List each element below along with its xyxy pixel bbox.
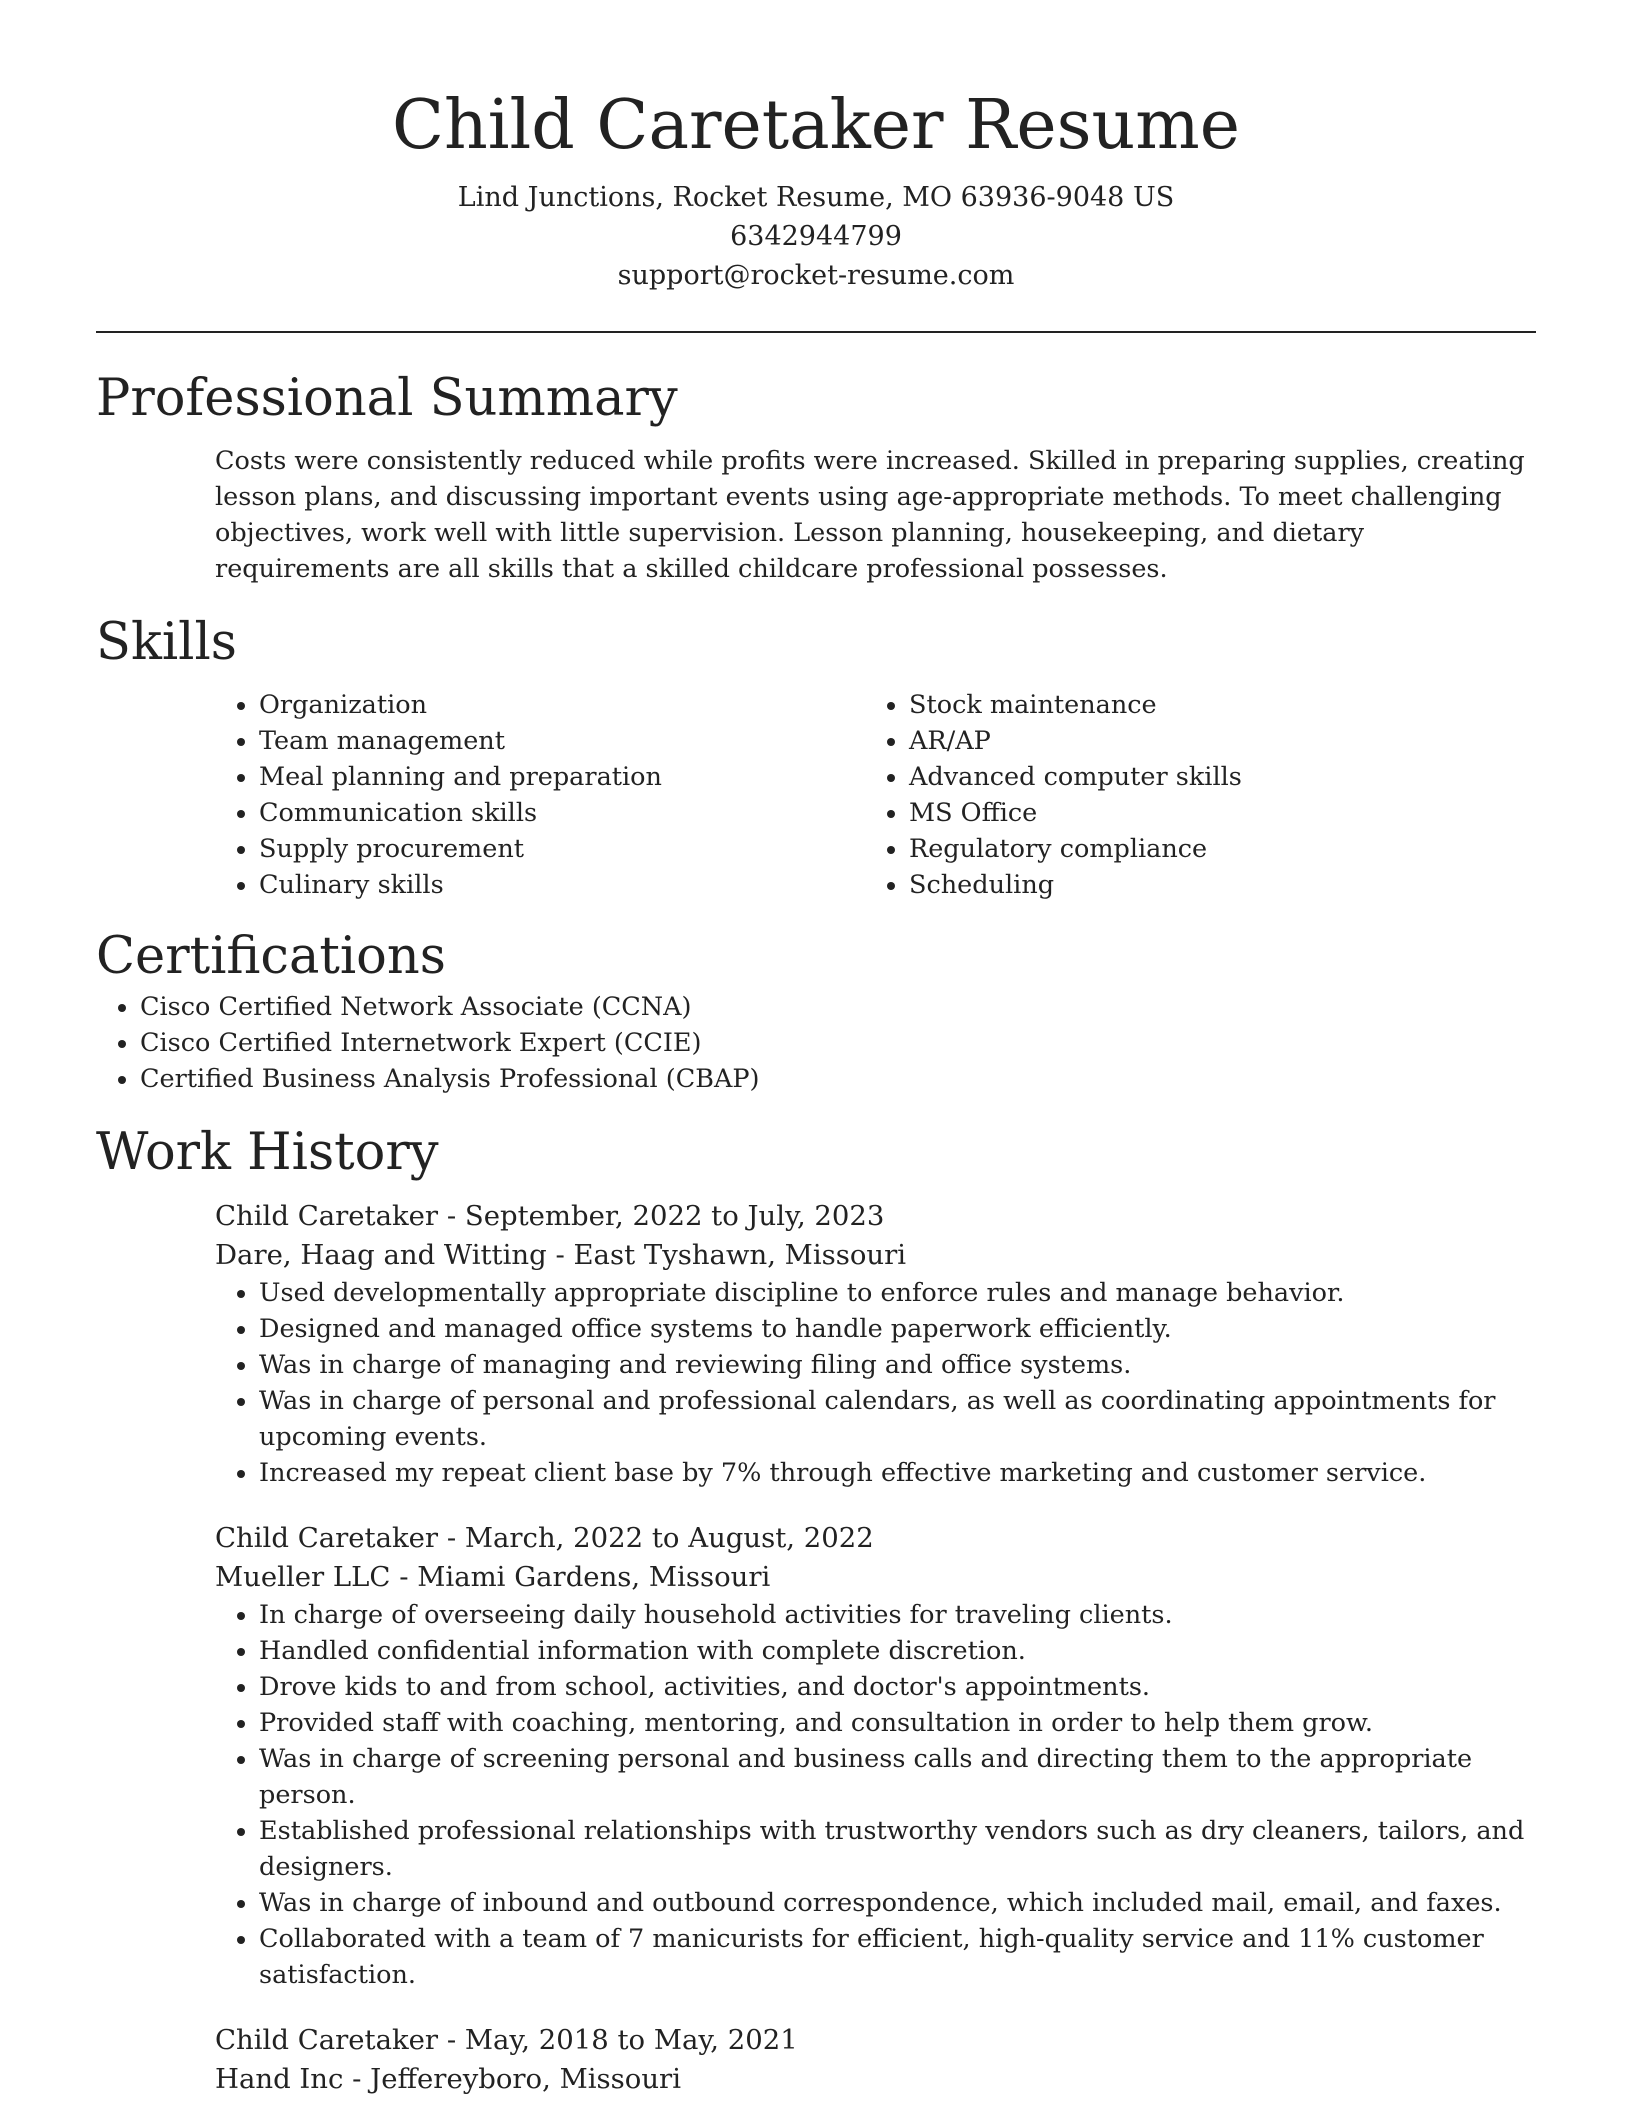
skills-column-right <box>865 687 1515 903</box>
work-history-heading: Work History <box>96 1123 439 1182</box>
job-title-line: Child Caretaker - May, 2018 to May, 2021 <box>215 2024 798 2056</box>
skills-grid <box>215 687 1536 903</box>
skill-item: • AR/AP <box>909 723 1515 759</box>
skills-column-left <box>215 687 865 903</box>
skill-item: • Scheduling <box>909 867 1515 903</box>
certification-item: • Cisco Certified Network Associate (CCNA) <box>140 989 1536 1025</box>
certifications-list <box>96 989 1536 1097</box>
contact-block <box>96 178 1536 295</box>
job-entry <box>215 2021 1545 2099</box>
certification-item: • Cisco Certified Internetwork Expert (CCIE) <box>140 1025 1536 1061</box>
job-entry <box>215 1519 1545 1993</box>
skills-list-right <box>865 687 1515 903</box>
job-bullets <box>215 1597 1545 1993</box>
job-company-line: Dare, Haag and Witting - East Tyshawn, Missouri <box>215 1239 907 1271</box>
skill-item: • Meal planning and preparation <box>259 759 865 795</box>
job-title-line: Child Caretaker - September, 2022 to July, 2023 <box>215 1200 885 1232</box>
skills-list-left <box>215 687 865 903</box>
job-bullet: • Handled confidential information with complete discretion. <box>259 1633 1545 1669</box>
skill-item: • Advanced computer skills <box>909 759 1515 795</box>
job-bullet: • Was in charge of personal and professional calendars, as well as coordinating appointments for upcoming events. <box>259 1383 1545 1455</box>
skill-item: • Team management <box>259 723 865 759</box>
job-bullet: • Was in charge of managing and reviewing filing and office systems. <box>259 1347 1545 1383</box>
summary-text: Costs were consistently reduced while profits were increased. Skilled in preparing supplies, creating lesson plans, and discussing important events using age-appropriate methods. To meet challenging objectives, work well with little supervision. Lesson planning, housekeeping, and dietary requirements are all skills that a skilled childcare professional possesses. <box>215 446 1525 584</box>
job-bullet: • Provided staff with coaching, mentoring, and consultation in order to help them grow. <box>259 1705 1545 1741</box>
resume-page <box>96 0 1536 2099</box>
job-bullet: • Collaborated with a team of 7 manicurists for efficient, high-quality service and 11% customer satisfaction. <box>259 1921 1545 1993</box>
skill-item: • MS Office <box>909 795 1515 831</box>
job-bullet: • Drove kids to and from school, activities, and doctor's appointments. <box>259 1669 1545 1705</box>
skill-item: • Stock maintenance <box>909 687 1515 723</box>
skill-item: • Organization <box>259 687 865 723</box>
job-bullet: • Increased my repeat client base by 7% through effective marketing and customer service. <box>259 1455 1545 1491</box>
job-bullet: • In charge of overseeing daily household activities for traveling clients. <box>259 1597 1545 1633</box>
skill-item: • Regulatory compliance <box>909 831 1515 867</box>
summary-heading: Professional Summary <box>96 369 678 428</box>
job-company-line: Hand Inc - Jeffereyboro, Missouri <box>215 2063 681 2095</box>
skill-item: • Supply procurement <box>259 831 865 867</box>
certification-item: • Certified Business Analysis Professional (CBAP) <box>140 1061 1536 1097</box>
job-company-line: Mueller LLC - Miami Gardens, Missouri <box>215 1561 771 1593</box>
contact-email: support@rocket-resume.com <box>617 260 1015 291</box>
job-entry <box>215 1197 1545 1491</box>
job-bullet: • Established professional relationships with trustworthy vendors such as dry cleaners, tailors, and designers. <box>259 1813 1545 1885</box>
job-bullet: • Used developmentally appropriate discipline to enforce rules and manage behavior. <box>259 1275 1545 1311</box>
skill-item: • Communication skills <box>259 795 865 831</box>
job-bullets <box>215 1275 1545 1491</box>
resume-title: Child Caretaker Resume <box>391 86 1241 165</box>
header-divider <box>96 331 1536 333</box>
resume-header <box>96 0 1536 295</box>
certifications-heading: Certifications <box>96 927 446 986</box>
skill-item: • Culinary skills <box>259 867 865 903</box>
contact-phone: 6342944799 <box>730 221 902 252</box>
job-bullet: • Was in charge of screening personal and business calls and directing them to the appropriate person. <box>259 1741 1545 1813</box>
job-bullet: • Designed and managed office systems to handle paperwork efficiently. <box>259 1311 1545 1347</box>
skills-heading: Skills <box>96 613 237 672</box>
job-bullet: • Was in charge of inbound and outbound correspondence, which included mail, email, and faxes. <box>259 1885 1545 1921</box>
job-title-line: Child Caretaker - March, 2022 to August, 2022 <box>215 1522 874 1554</box>
contact-address: Lind Junctions, Rocket Resume, MO 63936-9048 US <box>457 182 1175 213</box>
